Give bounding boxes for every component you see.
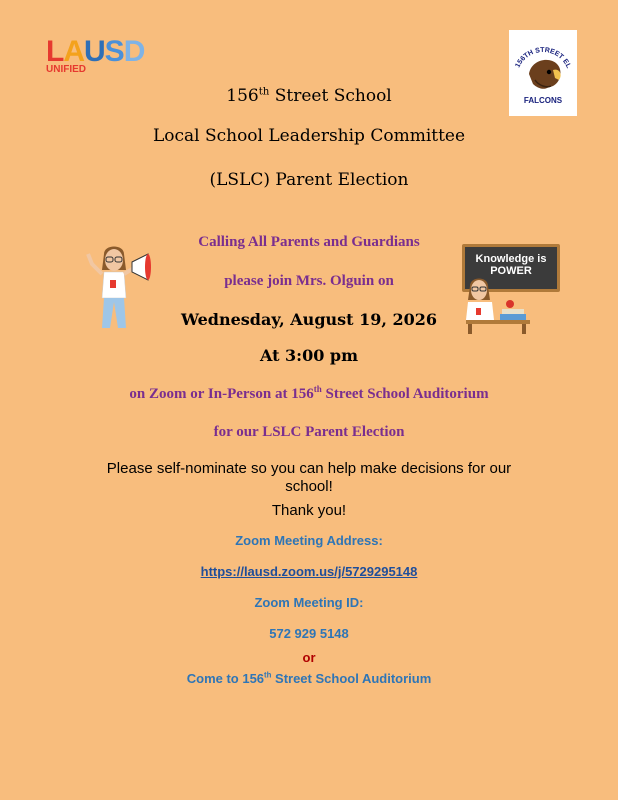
zoom-address-label: Zoom Meeting Address: [235,533,383,548]
or-text: or [302,650,316,665]
ordinal-suffix: th [258,86,270,98]
zoom-url-link[interactable]: https://lausd.zoom.us/j/5729295148 [200,564,418,579]
zoom-url-row [0,564,618,579]
desk-character-image [466,276,530,334]
come-suffix: th [264,670,272,680]
zoom-id-value: 572 929 5148 [269,626,349,641]
place-suffix: th [313,384,322,394]
logo-letter-a: A [63,35,84,68]
logo-letter-d: D [123,35,145,68]
school-number: 156 [226,86,259,106]
come-post: Street School Auditorium [271,671,432,686]
election-title: (LSLC) Parent Election [209,170,409,190]
meeting-time: At 3:00 pm [259,346,359,365]
badge-name: FALCONS [523,96,563,105]
desk-character-icon [466,276,530,334]
calling-line: Calling All Parents and Guardians [198,234,420,250]
committee-title: Local School Leadership Committee [152,126,466,146]
sign-line-2: POWER [490,265,532,277]
school-title-rest: Street School [269,86,392,106]
logo-letter-s: S [104,35,124,68]
lausd-logo [46,35,145,75]
nominate-text: Please self-nominate so you can help make decisions for our school! [106,460,512,495]
megaphone-character-image [86,240,156,332]
purpose-line: for our LSLC Parent Election [213,424,405,440]
place-pre: on Zoom or In-Person at 156 [129,386,314,402]
logo-unified: UNIFIED [46,64,86,75]
sign-line-1: Knowledge is [475,253,547,265]
meeting-place [0,386,618,403]
school-title [0,86,618,106]
badge-arc-text: 156TH STREET EL [514,46,572,70]
come-pre: Come to 156 [186,671,265,686]
logo-letter-l: L [46,35,64,68]
megaphone-character-icon [86,240,156,332]
meeting-date: Wednesday, August 19, 2026 [180,310,438,329]
join-line: please join Mrs. Olguin on [224,273,394,289]
logo-letter-u: U [84,35,105,68]
zoom-id-label: Zoom Meeting ID: [254,595,364,610]
thanks-text: Thank you! [271,502,347,519]
in-person-line [0,671,618,686]
place-post: Street School Auditorium [321,386,489,402]
